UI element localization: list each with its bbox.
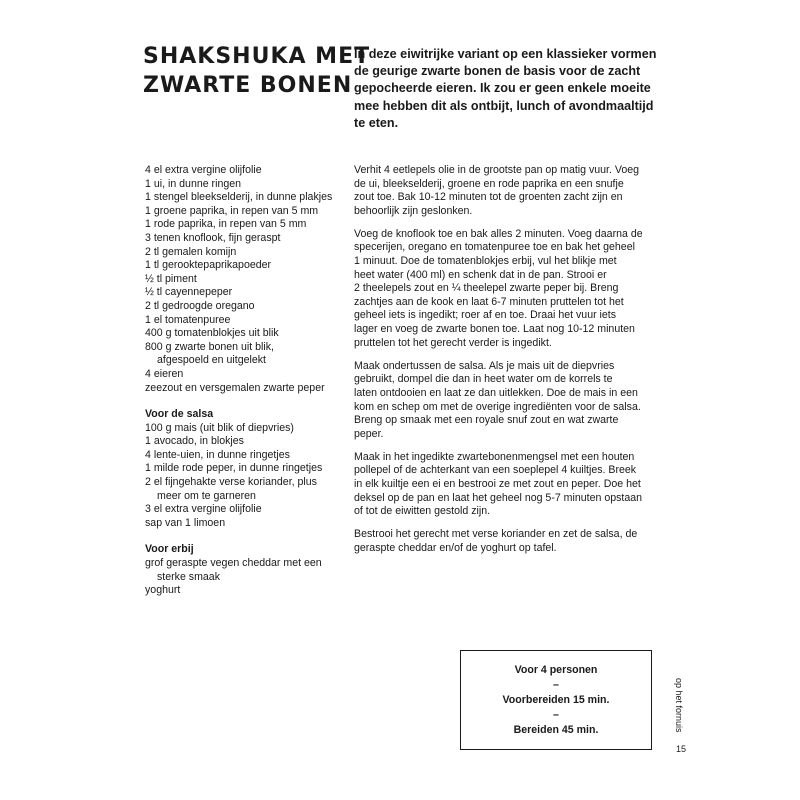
method-line: deksel op de pan en laat het geheel nog 5-7 minuten opstaan: [354, 491, 643, 504]
info-separator: –: [553, 708, 559, 721]
method-line: 1 minuut. Doe de tomatenblokjes erbij, vul het blikje met: [354, 255, 617, 268]
title-line: ZWARTE BONEN: [143, 73, 353, 98]
prep-time: Voorbereiden 15 min.: [502, 693, 610, 706]
method-line: in elk kuiltje een ei en bestrooi ze met zout en peper. Doe het: [354, 477, 641, 490]
ingredient-item: meer om te garneren: [157, 489, 256, 502]
method-line: heet water (400 ml) en schenk dat in de pan. Strooi er: [354, 268, 607, 281]
ingredient-item: ½ tl cayennepeper: [145, 286, 233, 299]
recipe-info-box: [460, 650, 652, 750]
side-heading: Voor erbij: [145, 543, 194, 556]
ingredient-item: 400 g tomatenblokjes uit blik: [145, 327, 279, 340]
ingredient-item: 1 rode paprika, in repen van 5 mm: [145, 218, 307, 231]
method-line: gebruikt, dompel die dan in heet water om de korrels te: [354, 373, 613, 386]
chapter-label: op het fornuis: [674, 678, 684, 733]
ingredient-item: 3 el extra vergine olijfolie: [145, 503, 262, 516]
intro-line: gepocheerde eieren. Ik zou er geen enkele moeite: [354, 81, 651, 96]
method-paragraph: [354, 228, 684, 350]
method-line: de ui, bleekselderij, groene en rode paprika en een snufje: [354, 177, 624, 190]
ingredient-item: 800 g zwarte bonen uit blik,: [145, 340, 274, 353]
method-line: behoorlijk zijn geslonken.: [354, 204, 473, 217]
ingredients-main: [145, 164, 345, 395]
method-line: pruttelen tot het gerecht verder is ingedikt.: [354, 336, 552, 349]
ingredient-item: 1 milde rode peper, in dunne ringetjes: [145, 462, 323, 475]
recipe-intro: [354, 46, 684, 132]
ingredient-item: 3 tenen knoflook, fijn geraspt: [145, 231, 281, 244]
cook-time: Bereiden 45 min.: [513, 723, 599, 736]
ingredient-item: 4 eieren: [145, 367, 184, 380]
method-line: geheel iets is ingedikt; roer af en toe. Draai het vuur iets: [354, 309, 617, 322]
intro-line: de geurige zwarte bonen de basis voor de zacht: [354, 64, 641, 79]
method-line: Voeg de knoflook toe en bak alles 2 minuten. Voeg daarna de: [354, 227, 643, 240]
method-paragraph: [354, 451, 684, 519]
method-line: kom en schep om met de overige ingrediënten voor de salsa.: [354, 400, 641, 413]
method-line: 2 theelepels zout en ¼ theelepel zwarte peper bij. Breng: [354, 282, 619, 295]
ingredient-item: 4 lente-uien, in dunne ringetjes: [145, 448, 290, 461]
method-text: [354, 164, 684, 565]
ingredients-salsa: [145, 422, 345, 531]
ingredient-item: 2 tl gedroogde oregano: [145, 299, 255, 312]
ingredients-side: [145, 557, 345, 598]
method-line: laten ontdooien en laat ze dan uitlekken. Doe de mais in een: [354, 386, 638, 399]
ingredient-item: 1 avocado, in blokjes: [145, 435, 244, 448]
method-line: zachtjes aan de kook en laat 6-7 minuten pruttelen tot het: [354, 295, 624, 308]
ingredient-item: 1 ui, in dunne ringen: [145, 177, 242, 190]
ingredient-item: 2 el fijngehakte verse koriander, plus: [145, 476, 317, 489]
method-paragraph: [354, 164, 684, 218]
ingredient-item: ½ tl piment: [145, 272, 197, 285]
ingredient-item: 1 stengel bleekselderij, in dunne plakjes: [145, 191, 333, 204]
ingredient-item: afgespoeld en uitgelekt: [157, 354, 266, 367]
ingredients-list: [145, 164, 345, 598]
recipe-title: [143, 42, 371, 100]
page-number: 15: [676, 744, 687, 754]
ingredient-item: grof geraspte vegen cheddar met een: [145, 557, 322, 570]
ingredient-item: 4 el extra vergine olijfolie: [145, 164, 262, 176]
method-line: lager en voeg de zwarte bonen toe. Laat nog 10-12 minuten: [354, 323, 635, 336]
ingredient-item: 1 el tomatenpuree: [145, 313, 231, 326]
method-line: Maak in het ingedikte zwartebonenmengsel met een houten: [354, 450, 635, 463]
ingredient-item: zeezout en versgemalen zwarte peper: [145, 381, 325, 394]
ingredient-item: yoghurt: [145, 584, 181, 597]
method-line: peper.: [354, 427, 384, 440]
intro-line: te eten.: [354, 115, 399, 130]
salsa-heading: Voor de salsa: [145, 408, 214, 421]
method-line: geraspte cheddar en/of de yoghurt op tafel.: [354, 541, 557, 554]
method-paragraph: [354, 528, 684, 555]
servings: Voor 4 personen: [514, 663, 598, 676]
ingredient-item: sterke smaak: [157, 570, 220, 583]
intro-line: mee hebben dit als ontbijt, lunch of avondmaaltijd: [354, 98, 654, 113]
title-line: SHAKSHUKA MET: [143, 44, 371, 69]
ingredient-item: 100 g mais (uit blik of diepvries): [145, 421, 294, 434]
intro-line: In deze eiwitrijke variant op een klassieker vormen: [354, 47, 657, 61]
method-line: pollepel of de achterkant van een soeplepel 4 kuiltjes. Breek: [354, 464, 637, 477]
ingredient-item: 1 tl gerooktepaprikapoeder: [145, 259, 272, 272]
method-line: Breng op smaak met een royale snuf zout en wat zwarte: [354, 414, 619, 427]
method-line: Bestrooi het gerecht met verse koriander en zet de salsa, de: [354, 528, 638, 541]
method-line: Maak ondertussen de salsa. Als je mais uit de diepvries: [354, 359, 615, 372]
info-separator: –: [553, 678, 559, 691]
method-line: of tot de eiwitten gestold zijn.: [354, 505, 491, 518]
ingredient-item: sap van 1 limoen: [145, 516, 226, 529]
method-paragraph: [354, 360, 684, 442]
method-line: Verhit 4 eetlepels olie in de grootste pan op matig vuur. Voeg: [354, 164, 640, 176]
ingredient-item: 1 groene paprika, in repen van 5 mm: [145, 204, 319, 217]
ingredient-item: 2 tl gemalen komijn: [145, 245, 237, 258]
method-line: specerijen, oregano en tomatenpuree toe en bak het geheel: [354, 241, 635, 254]
method-line: zout toe. Bak 10-12 minuten tot de groenten zacht zijn en: [354, 191, 623, 204]
